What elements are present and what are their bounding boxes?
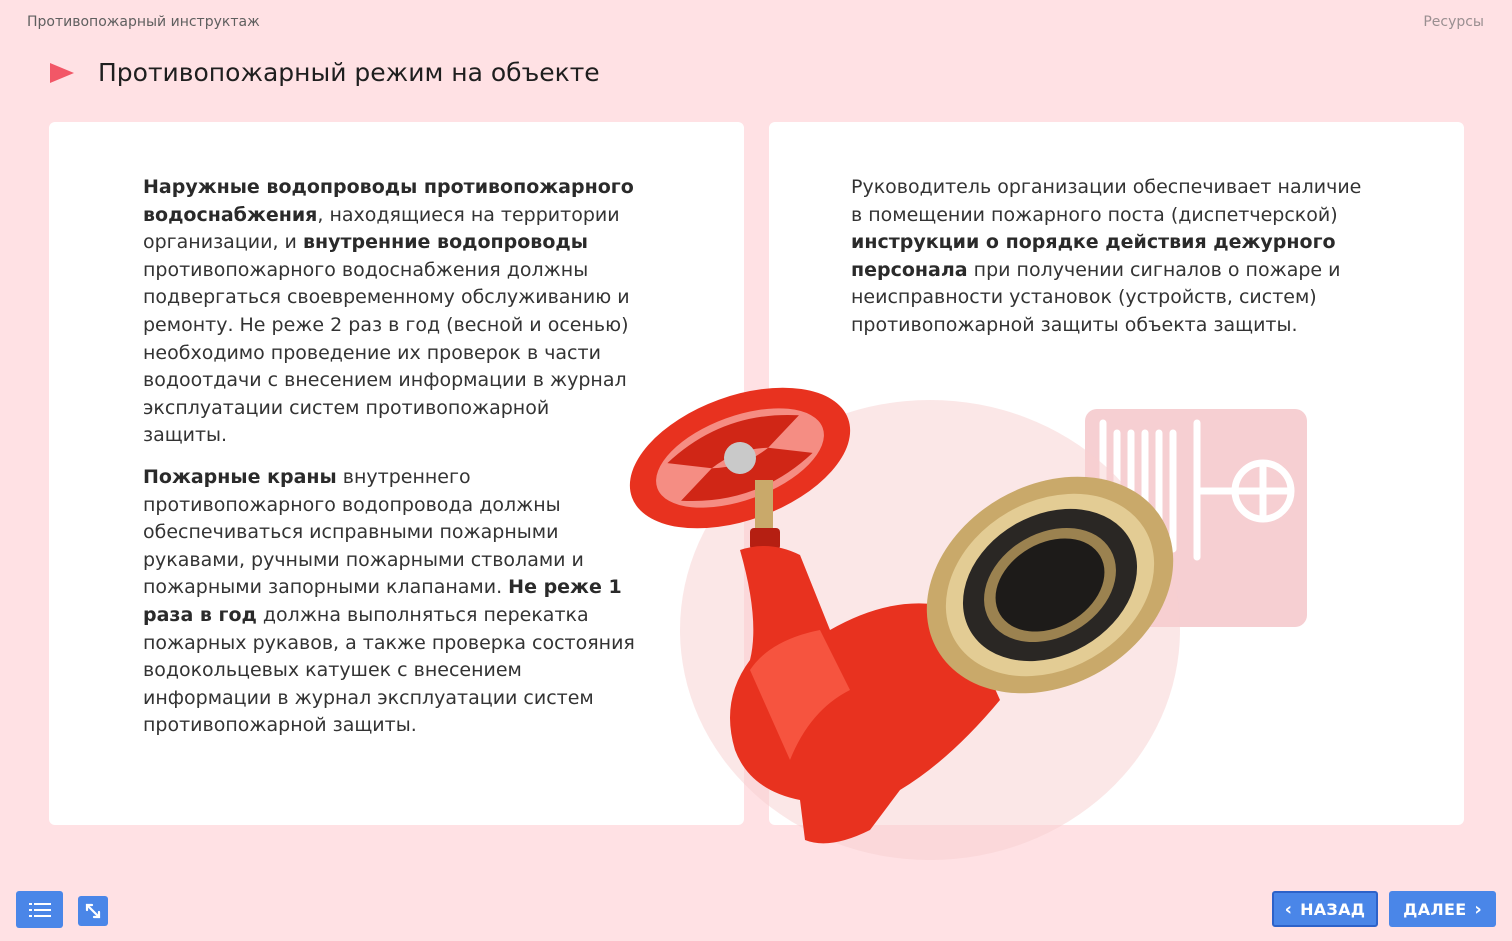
emphasis-text: Наружные водопроводы противопожарного водоснабжения bbox=[143, 176, 634, 226]
page-title: Противопожарный режим на объекте bbox=[98, 58, 600, 87]
back-button[interactable] bbox=[1272, 891, 1378, 927]
expand-icon bbox=[84, 902, 102, 920]
left-paragraph-1 bbox=[143, 174, 635, 450]
resources-link[interactable]: Ресурсы bbox=[1423, 14, 1484, 30]
play-arrow-icon bbox=[50, 63, 74, 83]
course-title: Противопожарный инструктаж bbox=[27, 14, 260, 30]
list-icon bbox=[29, 902, 51, 918]
body-text: , находящиеся на территории организации, и bbox=[143, 203, 620, 254]
body-text: Руководитель организации обеспечивает наличие в помещении пожарного поста (диспетчерской) bbox=[851, 176, 1362, 226]
left-text-block bbox=[143, 174, 635, 754]
chevron-right-icon: › bbox=[1474, 898, 1482, 920]
emphasis-text: Не реже 1 раза в год bbox=[143, 576, 622, 626]
body-text: внутреннего противопожарного водопровода должны обеспечиваться исправными пожарными рукавами, ручными пожарными стволами и пожарными запорными клапанами. bbox=[143, 465, 584, 599]
emphasis-text: внутренние водопроводы bbox=[302, 231, 588, 254]
next-button[interactable] bbox=[1389, 891, 1496, 927]
right-paragraph-1 bbox=[851, 174, 1371, 340]
slide-heading bbox=[50, 58, 600, 87]
chevron-left-icon: ‹ bbox=[1284, 898, 1293, 920]
emphasis-text: инструкции о порядке действия дежурного персонала bbox=[851, 231, 1336, 281]
left-paragraph-2 bbox=[143, 464, 635, 740]
right-text-block bbox=[851, 174, 1371, 354]
body-text: противопожарного водоснабжения должны подвергаться своевременному обслуживанию и ремонту. Не реже 2 раз в год (весной и осенью) необходимо проведение их проверок в части водоотдачи с внесением информации в журнал эксплуатации систем противопожарной защиты. bbox=[143, 258, 630, 447]
expand-button[interactable] bbox=[78, 896, 108, 926]
fire-hydrant-valve-image bbox=[600, 370, 1220, 870]
next-button-label: ДАЛЕЕ bbox=[1403, 899, 1467, 919]
body-text: при получении сигналов о пожаре и неисправности установок (устройств, систем) противопожарной защиты объекта защиты. bbox=[851, 258, 1341, 336]
emphasis-text: Пожарные краны bbox=[143, 465, 337, 488]
menu-button[interactable] bbox=[16, 891, 63, 928]
body-text: должна выполняться перекатка пожарных рукавов, а также проверка состояния водокольцевых катушек с внесением информации в журнал эксплуатации систем противопожарной защиты. bbox=[143, 603, 635, 737]
back-button-label: НАЗАД bbox=[1300, 899, 1366, 919]
